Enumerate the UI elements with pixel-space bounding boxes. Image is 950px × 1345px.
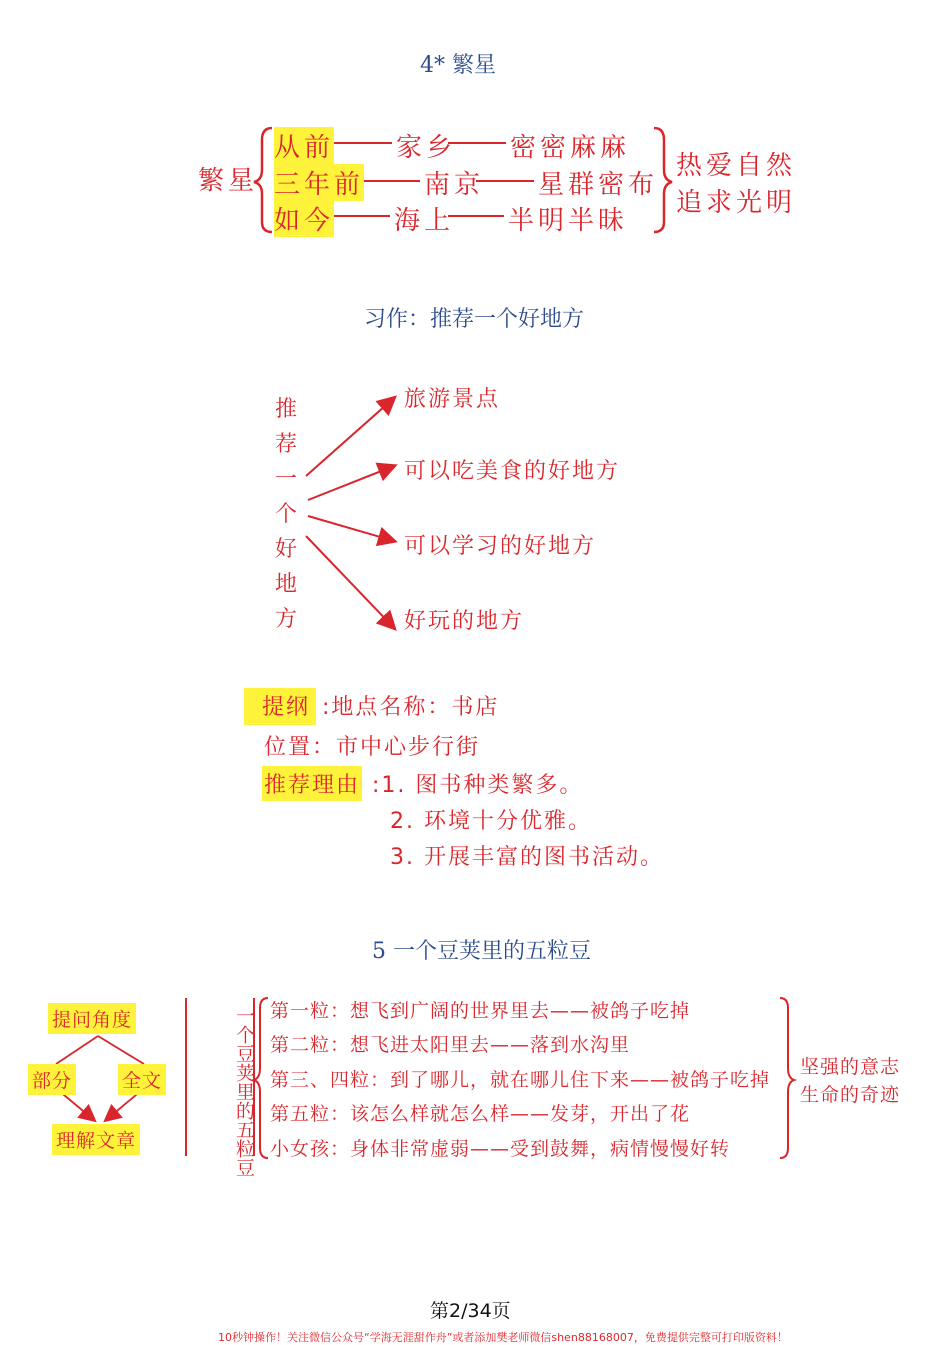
- footer-note: 10秒钟操作！关注微信公众号“学海无涯甜作舟”或者添加樊老师微信shen88168007，免费提供完整可打印版资料！: [218, 1331, 788, 1344]
- section1-theme-1: 热爱自然: [676, 151, 797, 181]
- section3-title: 5 一个豆荚里的五粒豆: [372, 939, 591, 964]
- row2-time: 三年前: [274, 164, 364, 201]
- row3-place: 海上: [394, 206, 455, 236]
- pea-row-3: 第三、四粒：到了哪儿，就在哪儿住下来——被鸽子吃掉: [270, 1069, 771, 1091]
- method-bottom: 理解文章: [52, 1124, 140, 1155]
- reason-1: :1. 图书种类繁多。: [372, 773, 584, 798]
- reason-3: 3. 开展丰富的图书活动。: [390, 845, 664, 870]
- branch-1: 旅游景点: [404, 387, 501, 412]
- row1-place: 家乡: [396, 133, 457, 163]
- pea-row-2: 第二粒：想飞进太阳里去——落到水沟里: [270, 1034, 631, 1056]
- section3-theme-2: 生命的奇迹: [800, 1084, 901, 1106]
- outline-name: :地点名称：书店: [322, 695, 500, 720]
- outline-location: 位置：市中心步行街: [264, 735, 481, 760]
- method-left: 部分: [28, 1064, 76, 1095]
- outline-label: 提纲: [244, 688, 316, 725]
- section3-right-brace: [780, 998, 794, 1158]
- row2-scene: 星群密布: [538, 170, 659, 200]
- section1-theme-2: 追求光明: [676, 188, 797, 218]
- method-line-right: [98, 1036, 144, 1064]
- outline-reasons-label: 推荐理由: [262, 766, 362, 801]
- row1-scene: 密密麻麻: [510, 133, 631, 163]
- branch-2: 可以吃美食的好地方: [404, 459, 621, 484]
- method-right: 全文: [118, 1064, 166, 1095]
- pea-row-1: 第一粒：想飞到广阔的世界里去——被鸽子吃掉: [270, 1000, 691, 1022]
- row3-time: 如今: [274, 200, 334, 237]
- method-top: 提问角度: [48, 1003, 136, 1034]
- section1-root: 繁星: [198, 166, 259, 196]
- branch-4: 好玩的地方: [404, 609, 525, 634]
- section2-title: 习作：推荐一个好地方: [364, 307, 585, 332]
- section3-theme-1: 坚强的意志: [800, 1056, 901, 1078]
- reason-2: 2. 环境十分优雅。: [390, 809, 592, 834]
- pea-row-5: 小女孩：身体非常虚弱——受到鼓舞，病情慢慢好转: [270, 1138, 731, 1160]
- pea-row-4: 第五粒：该怎么样就怎么样——发芽，开出了花: [270, 1103, 691, 1125]
- row1-time: 从前: [274, 127, 334, 164]
- section1-title: 4* 繁星: [420, 53, 496, 78]
- section2-root: 推荐一个好地方: [274, 397, 297, 632]
- row3-scene: 半明半昧: [508, 206, 629, 236]
- row2-place: 南京: [424, 170, 485, 200]
- section3-left-brace: [254, 998, 268, 1158]
- branch-3: 可以学习的好地方: [404, 534, 597, 559]
- section3-root: 一个豆荚里的五粒豆: [233, 1006, 255, 1177]
- method-line-left: [56, 1036, 98, 1064]
- page-number: 第2/34页: [430, 1300, 511, 1322]
